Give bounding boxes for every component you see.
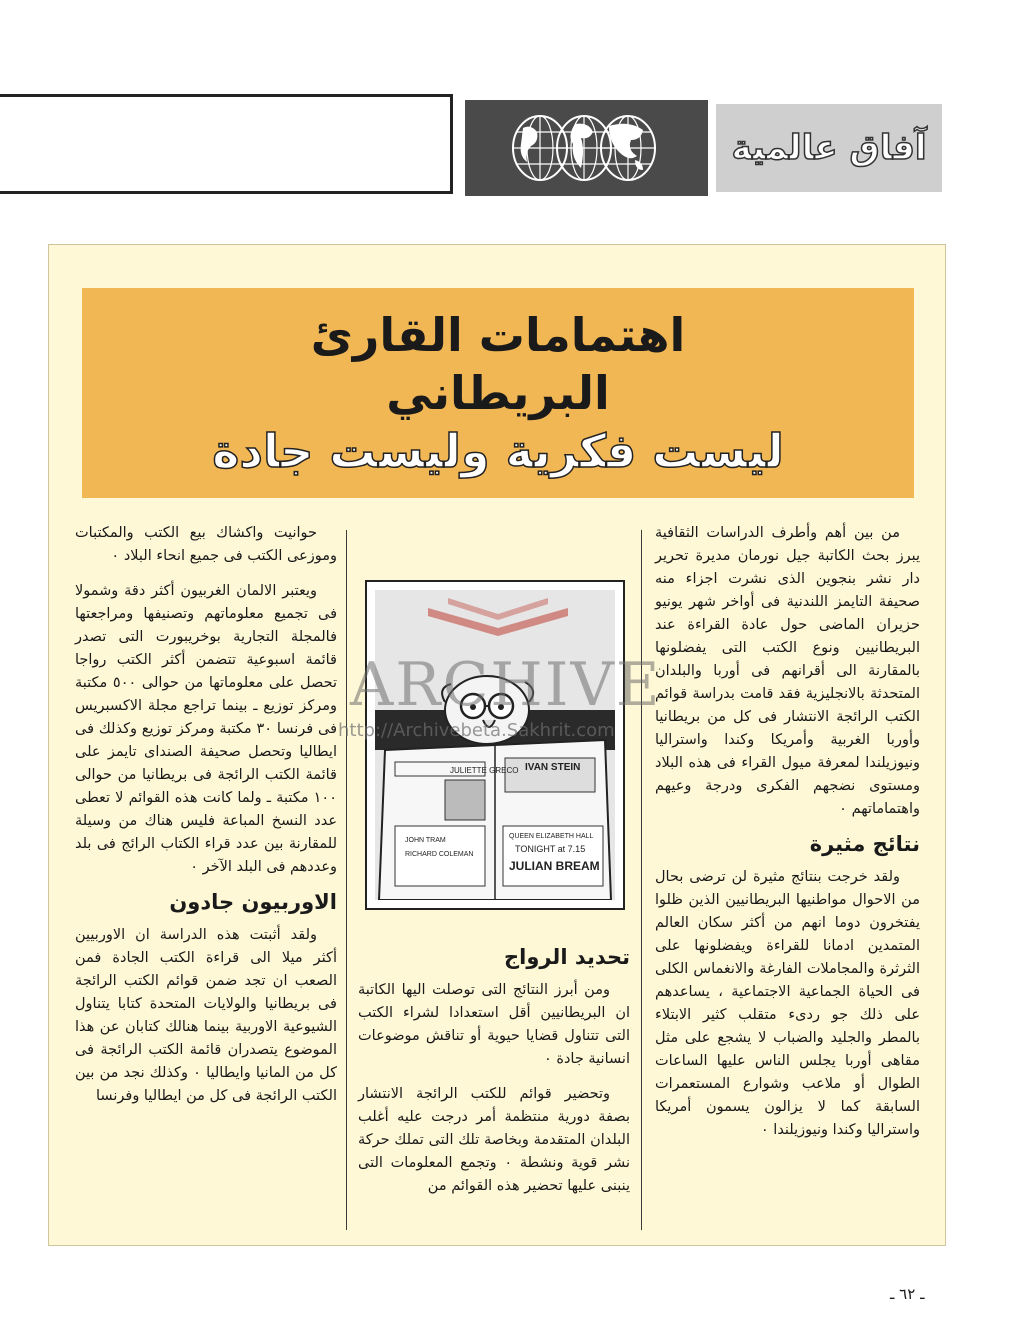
- watermark-url: http://Archivebeta.Sakhrit.com: [338, 720, 615, 741]
- poster-text: IVAN STEIN: [525, 762, 581, 773]
- subheading: الاوربيون جادون: [169, 890, 337, 914]
- article-column-middle: [358, 936, 630, 1210]
- header-blank-box: [0, 94, 453, 194]
- article-title-band: [82, 288, 914, 498]
- header-globes-panel: [465, 100, 708, 196]
- poster-text: JULIETTE GRECO: [450, 766, 519, 775]
- article-title-line-2: البريطاني: [386, 366, 610, 420]
- globe-icon: [599, 114, 657, 182]
- article-title-line-3: ليست فكرية وليست جادة: [212, 424, 784, 478]
- column-divider: [346, 530, 347, 1230]
- subheading: نتائج مثيرة: [809, 832, 920, 856]
- poster-text: TONIGHT at 7.15: [515, 844, 586, 854]
- poster-text: JOHN TRAM: [405, 837, 446, 844]
- section-title-box: [716, 104, 942, 192]
- section-title: آفاق عالمية: [731, 128, 927, 168]
- paragraph: ومن أبرز النتائج التى توصلت اليها الكاتبة ان البريطانيين أقل استعدادا لشراء الكتب التى تتناول قضايا حيوية أو تناقش موضوعات انسانية جادة ٠: [358, 982, 630, 1067]
- article-column-right: [655, 522, 920, 1154]
- archive-logo-icon: [418, 588, 578, 648]
- poster-text: RICHARD COLEMAN: [405, 851, 474, 858]
- paragraph: ولقد خرجت بنتائج مثيرة لن ترضى بحال من الاحوال مواطنيها البريطانيين الذين ظلوا يفتخرون دوما انهم من أكثر سكان العالم المتمدين ادمانا للقراءة ويفضلونها على الثرثرة والمجاملات الفارغة والانغماس الكلى فى الحياة الجماعية الاجتماعية ، يساعدهم على ذلك جو ردىء متقلب كثير الابتلاء بالمطر والجليد والضباب لا يشجع على مثل مقاهى أوربا يجلس الناس عليها الساعات الطوال أو ملاعب وشوارع المستعمرات السابقة كما لا يزالون يسمون أمريكا واستراليا وكندا ونيوزيلندا ٠: [655, 869, 920, 1138]
- article-title-line-1: اهتمامات القارئ: [310, 308, 686, 362]
- paragraph: حوانيت واكشاك بيع الكتب والمكتبات وموزعى الكتب فى جميع انحاء البلاد ٠: [75, 525, 337, 564]
- article-column-left: [75, 522, 337, 1120]
- poster-text: QUEEN ELIZABETH HALL: [509, 833, 594, 840]
- paragraph: من بين أهم وأطرف الدراسات الثقافية يبرز بحث الكاتبة جيل نورمان مديرة تحرير دار نشر بنجوين الذى نشرت اجزاء منه صحيفة التايمز اللندنية فى أواخر شهر يونيو حزيران الماضى حول عادة القراءة عند البريطانيين ونوع الكتب التى يفضلونها بالمقارنة الى أقرانهم فى أوربا والبلدان المتحدثة بالانجليزية فقد قامت بدراسة قوائم الكتب الرائجة الانتشار فى كل من بريطانيا وأوربا الغربية وأمريكا وكندا واستراليا ونيوزيلندا لمعرفة ميول القراء فى هذه البلاد ومستوى نضجهم الفكرى ودرجة وعيهم واهتماماتهم ٠: [655, 525, 920, 817]
- subheading: تحديد الرواج: [503, 945, 630, 969]
- poster-text: JULIAN BREAM: [509, 859, 600, 873]
- watermark-title: ARCHIVE: [350, 650, 662, 720]
- page-number: ـ ٦٢ ـ: [890, 1285, 925, 1303]
- paragraph: ويعتبر الالمان الغربيون أكثر دقة وشمولا فى تجميع معلوماتهم وتصنيفها ومراجعتها فالمجلة التجارية بوخريبورت التى تصدر قائمة اسبوعية تتضمن أكثر الكتب رواجا تحصل على معلوماتها من حوالى ٥٠٠ مكتبة ومركز توزيع ـ بينما تراجع مجلة الاكسبريس فى فرنسا ٣٠ مكتبة ومركز توزيع وكذلك فى ايطاليا وتحصل صحيفة الصنداى تايمز على قائمة الكتب الرائجة فى بريطانيا من حوالى ١٠٠ مكتبة ـ ولما كانت هذه القوائم لا تعطى عدد النسخ المباعة فليس هناك من وسيلة للمقارنة بين عدد قراء الكتاب الرائج فى بلد وعددهم فى البلد الآخر ٠: [75, 583, 337, 875]
- column-divider: [641, 530, 642, 1230]
- paragraph: ولقد أثبتت هذه الدراسة ان الاوربيين أكثر ميلا الى قراءة الكتب الجادة فمن الصعب ان تجد ضمن قوائم الكتب الرائجة فى بريطانيا والولايات المتحدة كتابا يتناول الشيوعية الاوربية بينما هنالك كتابان عن هذا الموضوع يتصدران قائمة الكتب الرائجة فى كل من المانيا وايطاليا ٠ وكذلك نجد من بين الكتب الرائجة فى كل من ايطاليا وفرنسا: [75, 927, 337, 1104]
- paragraph: وتحضير قوائم للكتب الرائجة الانتشار بصفة دورية منتظمة أمر درجت عليه أغلب البلدان المتقدمة وبخاصة تلك التى تملك حركة نشر قوية ونشطة ٠ وتجمع المعلومات التى ينبنى عليها تحضير هذه القوائم من: [358, 1086, 630, 1194]
